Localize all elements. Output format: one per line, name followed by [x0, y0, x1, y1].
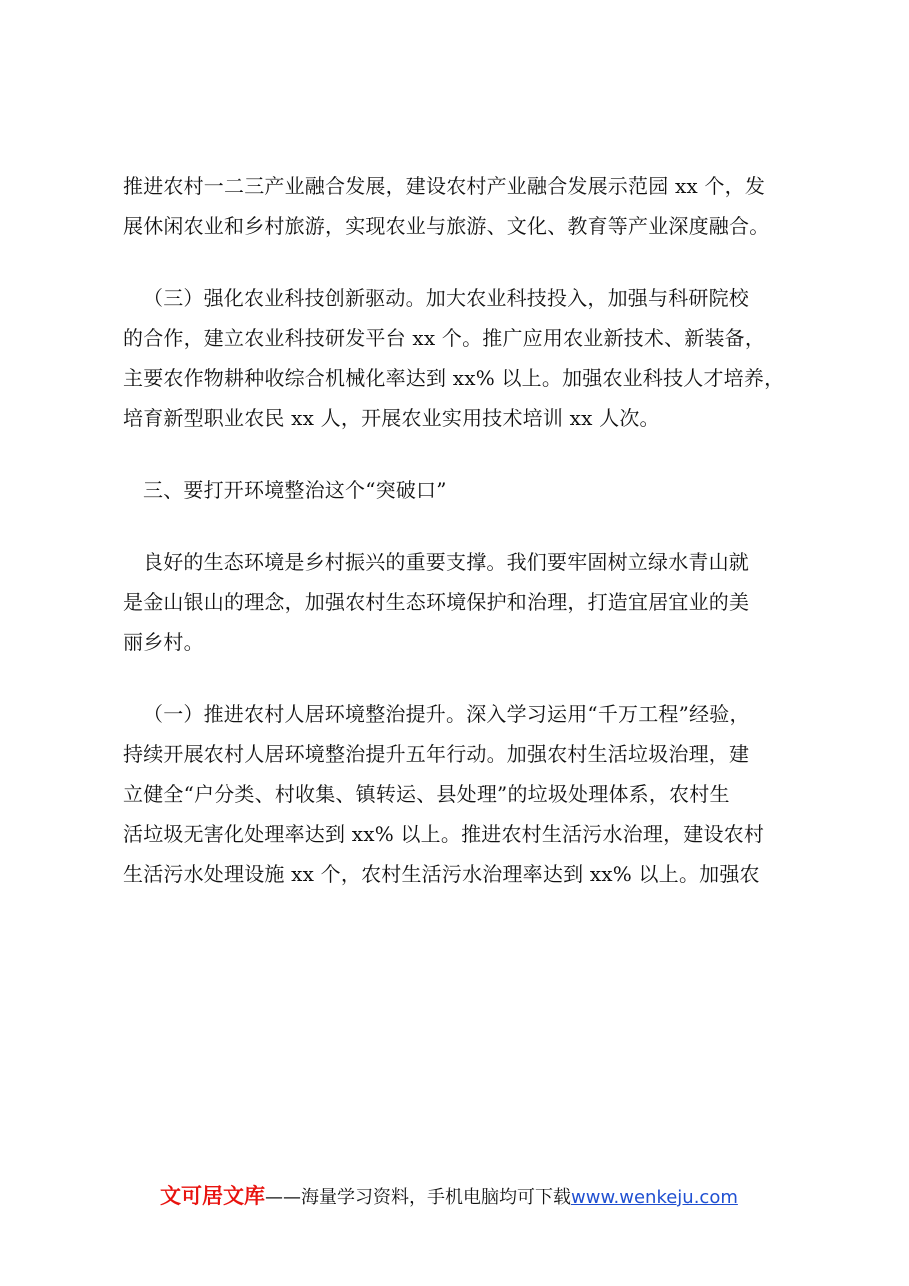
brand-name: 文可居文库	[160, 1184, 265, 1208]
text-line: 良好的生态环境是乡村振兴的重要支撑。我们要牢固树立绿水青山就	[143, 550, 749, 574]
text-line: 是金山银山的理念，加强农村生态环境保护和治理，打造宜居宜业的美	[123, 590, 750, 614]
paragraph-living-environment	[123, 694, 813, 894]
text-line: （三）强化农业科技创新驱动。加大农业科技投入，加强与科研院校	[143, 286, 749, 310]
text-line: 生活污水处理设施 xx 个，农村生活污水治理率达到 xx% 以上。加强农	[123, 862, 760, 886]
text-line: 活垃圾无害化处理率达到 xx% 以上。推进农村生活污水治理，建设农村	[123, 822, 765, 846]
text-line: 展休闲农业和乡村旅游，实现农业与旅游、文化、教育等产业深度融合。	[123, 214, 770, 238]
footer-tagline: ——海量学习资料，手机电脑均可下载	[265, 1187, 571, 1208]
text-line: 推进农村一二三产业融合发展，建设农村产业融合发展示范园 xx 个，发	[123, 174, 766, 198]
paragraph-agri-tech	[123, 278, 813, 438]
text-line: 丽乡村。	[123, 630, 204, 654]
paragraph-industry-integration	[123, 166, 813, 246]
heading-line: 三、要打开环境整治这个“突破口”	[143, 478, 447, 502]
text-line: 培育新型职业农民 xx 人，开展农业实用技术培训 xx 人次。	[123, 406, 660, 430]
footer-banner	[160, 1180, 800, 1214]
paragraph-ecology	[123, 542, 813, 662]
text-line: 主要农作物耕种收综合机械化率达到 xx% 以上。加强农业科技人才培养，	[123, 366, 785, 390]
website-link[interactable]: www.wenkeju.com	[571, 1187, 738, 1208]
section-heading	[123, 470, 813, 510]
document-body	[123, 166, 813, 894]
text-line: 的合作，建立农业科技研发平台 xx 个。推广应用农业新技术、新装备，	[123, 326, 766, 350]
text-line: （一）推进农村人居环境整治提升。深入学习运用“千万工程”经验，	[143, 702, 750, 726]
text-line: 持续开展农村人居环境整治提升五年行动。加强农村生活垃圾治理，建	[123, 742, 750, 766]
text-line: 立健全“户分类、村收集、镇转运、县处理”的垃圾处理体系，农村生	[123, 782, 730, 806]
